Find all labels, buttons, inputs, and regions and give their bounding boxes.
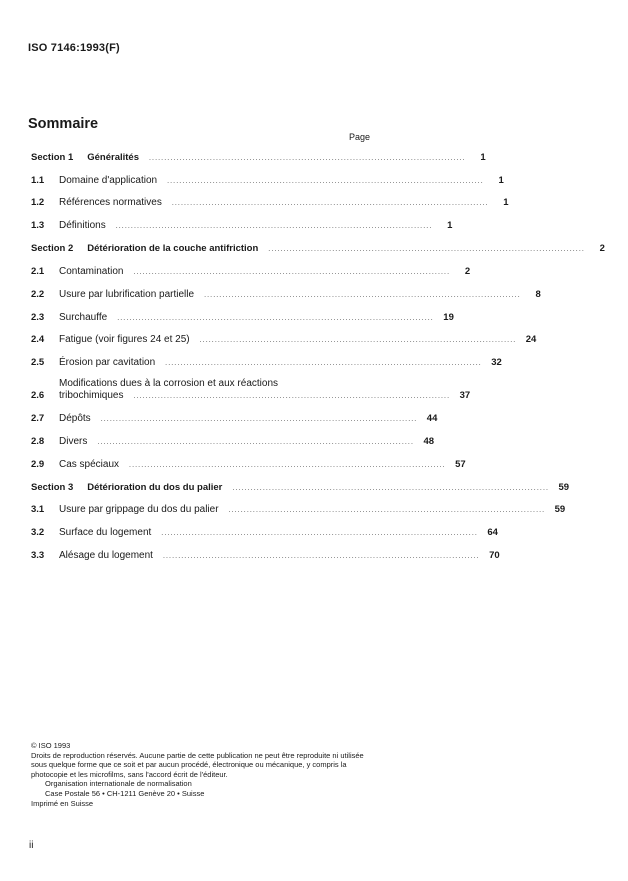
toc-entry-page: 1	[447, 220, 453, 231]
toc-leader-dots: ........................................................................................................	[268, 246, 585, 253]
toc-leader-dots: ........................................................................................................	[133, 393, 451, 400]
toc-leader-dots: ........................................................................................................	[97, 439, 415, 446]
toc-entry-title: Surchauffe	[59, 312, 108, 323]
page-title: Sommaire	[28, 116, 99, 132]
toc-leader-dots: ........................................................................................................	[165, 360, 482, 367]
toc-leader-dots: ........................................................................................................	[100, 416, 418, 423]
toc-entry-title: Fatigue (voir figures 24 et 25)	[59, 334, 190, 345]
toc-entry[interactable]	[31, 378, 471, 402]
toc-entry[interactable]	[31, 175, 504, 187]
toc-entry[interactable]	[31, 436, 435, 448]
toc-entry-title: Divers	[59, 436, 88, 447]
toc-entry-number: 3.1	[31, 504, 45, 515]
toc-entry-number: Section 2	[31, 243, 74, 254]
toc-entry-number: 2.6	[31, 390, 45, 401]
toc-entry-title-continued: tribochimiques	[59, 390, 124, 401]
toc-entry-number: 2.7	[31, 413, 45, 424]
toc-leader-dots: ........................................................................................................	[171, 200, 489, 207]
toc-entry-page: 64	[487, 527, 498, 538]
toc-leader-dots: ........................................................................................................	[199, 337, 517, 344]
toc-entry-page: 19	[443, 312, 454, 323]
toc-leader-dots: ........................................................................................................	[228, 507, 546, 514]
toc-leader-dots: ........................................................................................................	[167, 178, 484, 185]
toc-entry[interactable]	[31, 312, 454, 324]
printed-in: Imprimé en Suisse	[31, 798, 94, 808]
toc-entry[interactable]	[31, 334, 537, 346]
toc-entry[interactable]	[31, 504, 566, 516]
toc-entry-page: 24	[525, 334, 537, 345]
toc-entry-number: 2.5	[31, 357, 45, 368]
toc-entry-title: Généralités	[87, 152, 139, 163]
toc-entry-number: 2.9	[31, 459, 45, 470]
toc-entry-title: Contamination	[59, 266, 124, 277]
toc-leader-dots: ........................................................................................................	[133, 269, 451, 276]
toc-entry-number: 2.3	[31, 312, 45, 323]
toc-entry[interactable]	[31, 413, 438, 425]
page-number: ii	[29, 840, 34, 851]
toc-entry-title: Surface du logement	[59, 527, 152, 538]
organization-address: Case Postale 56 • CH-1211 Genève 20 • Suisse	[45, 788, 205, 798]
toc-entry-number: 2.2	[31, 289, 45, 300]
toc-entry-title: Cas spéciaux	[59, 459, 120, 470]
toc-entry[interactable]	[31, 152, 486, 164]
toc-entry-title: Détérioration du dos du palier	[87, 482, 223, 493]
toc-entry-number: Section 3	[31, 482, 74, 493]
toc-entry[interactable]	[31, 243, 605, 255]
toc-leader-dots: ........................................................................................................	[129, 462, 446, 469]
toc-entry-number: 2.1	[31, 266, 45, 277]
toc-entry-title: Définitions	[59, 220, 106, 231]
toc-entry[interactable]	[31, 550, 500, 562]
toc-entry[interactable]	[31, 220, 453, 232]
toc-leader-dots: ........................................................................................................	[149, 155, 466, 162]
toc-entry[interactable]	[31, 482, 570, 494]
toc-entry[interactable]	[31, 289, 541, 301]
toc-entry-number: 2.8	[31, 436, 45, 447]
toc-entry-page: 1	[503, 197, 509, 208]
toc-entry-page: 8	[535, 289, 541, 300]
toc-entry-title: Usure par lubrification partielle	[59, 289, 195, 300]
toc-entry-page: 32	[491, 357, 502, 368]
toc-entry-number: 1.2	[31, 197, 45, 208]
toc-entry-number: 1.3	[31, 220, 45, 231]
toc-entry-title: Alésage du logement	[59, 550, 153, 561]
page-column-label: Page	[349, 132, 371, 142]
toc-entry-page: 2	[599, 243, 605, 254]
organization-name: Organisation internationale de normalisation	[45, 779, 192, 789]
copyright-statement: Droits de reproduction réservés. Aucune partie de cette publication ne peut être reproduite ni utilisée sous quelque forme que ce soit et par aucun procédé, électronique ou mécanique, y compris la photocopie et les microfilms, sans l'accord écrit de l'éditeur.	[31, 750, 364, 779]
toc-leader-dots: ........................................................................................................	[232, 485, 550, 492]
toc-entry[interactable]	[31, 357, 502, 369]
toc-entry-page: 37	[459, 390, 471, 401]
toc-entry-title: Références normatives	[59, 197, 162, 208]
toc-entry-title: Détérioration de la couche antifriction	[87, 243, 259, 254]
toc-entry[interactable]	[31, 527, 498, 539]
toc-entry-title: Dépôts	[59, 413, 91, 424]
toc-entry-page: 44	[426, 413, 438, 424]
toc-entry-title: Usure par grippage du dos du palier	[59, 504, 219, 515]
toc-entry-page: 1	[498, 175, 504, 186]
toc-entry-number: Section 1	[31, 152, 74, 163]
toc-entry-page: 70	[489, 550, 500, 561]
toc-leader-dots: ........................................................................................................	[204, 292, 521, 299]
toc-entry-title: Modifications dues à la corrosion et aux réactions	[59, 378, 279, 389]
toc-entry[interactable]	[31, 197, 509, 209]
copyright-line: © ISO 1993	[31, 741, 71, 750]
toc-entry-number: 1.1	[31, 175, 45, 186]
toc-entry[interactable]	[31, 266, 471, 278]
toc-leader-dots: ........................................................................................................	[161, 530, 478, 537]
toc-entry-page: 59	[558, 482, 570, 493]
copyright-notice	[31, 741, 376, 808]
toc-entry-page: 1	[480, 152, 486, 163]
toc-entry-title: Érosion par cavitation	[59, 357, 156, 368]
toc-entry-page: 57	[455, 459, 466, 470]
toc-entry-page: 59	[554, 504, 566, 515]
toc-entry-number: 3.2	[31, 527, 45, 538]
toc-entry-number: 3.3	[31, 550, 45, 561]
toc-entry-page: 2	[464, 266, 471, 277]
document-id: ISO 7146:1993(F)	[28, 42, 120, 54]
toc-leader-dots: ........................................................................................................	[115, 223, 433, 230]
toc-leader-dots: ........................................................................................................	[162, 553, 480, 560]
toc-entry-title: Domaine d'application	[59, 175, 158, 186]
toc-leader-dots: ........................................................................................................	[117, 315, 434, 322]
toc-entry-number: 2.4	[31, 334, 45, 345]
toc-entry-page: 48	[423, 436, 435, 447]
toc-entry[interactable]	[31, 459, 466, 471]
